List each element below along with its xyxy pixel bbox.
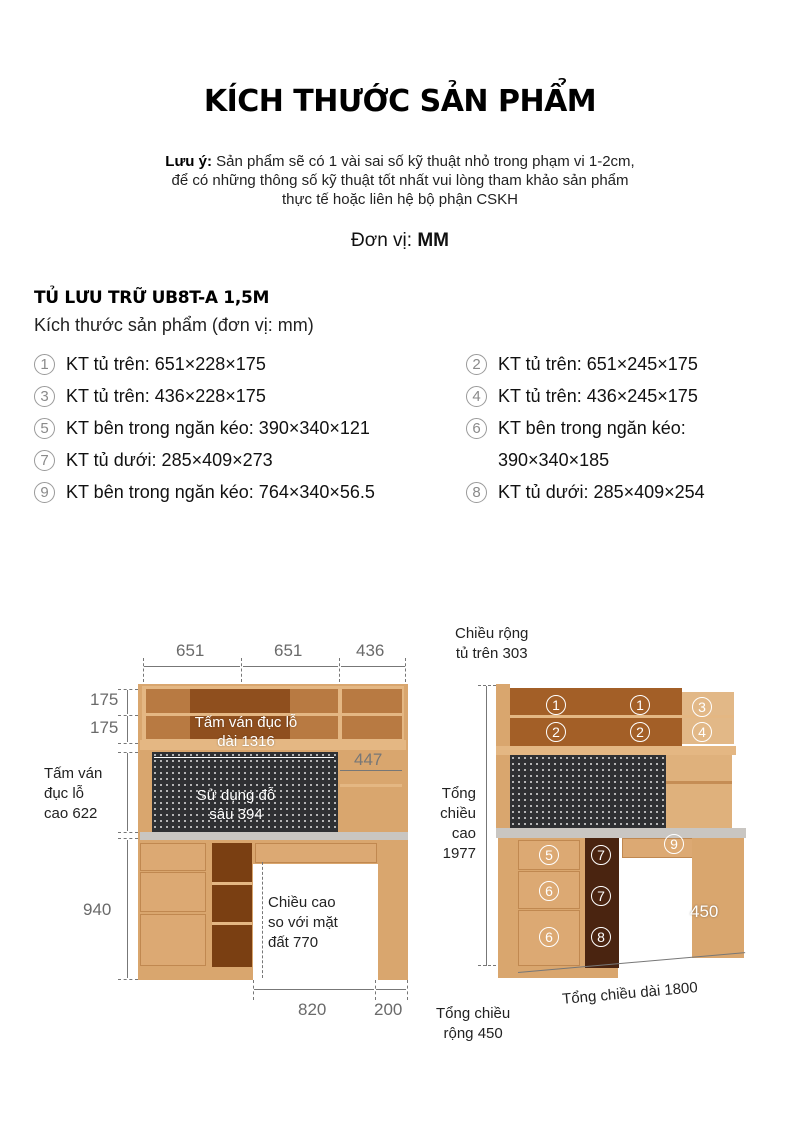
marker-9: 9 — [664, 834, 684, 854]
spec-item-continued: 390×340×185 — [498, 450, 610, 470]
marker-7: 7 — [591, 886, 611, 906]
dim-width-2: 651 — [274, 641, 303, 660]
number-circle-icon: 9 — [34, 482, 55, 503]
dimension-line — [341, 666, 405, 667]
disclaimer-note: Lưu ý: Sản phẩm sẽ có 1 vài sai số kỹ thuật nhỏ trong phạm vi 1-2cm, để có những thông số kỹ thuật tốt nhất vui lòng tham khảo sản phẩm thực tế hoặc liên hệ bộ phận CSKH — [165, 153, 635, 208]
marker-4: 4 — [692, 722, 712, 742]
number-circle-icon: 1 — [34, 354, 55, 375]
dimension-line — [243, 666, 338, 667]
pegboard-length-label: Tấm ván đục lỗ dài 1316 — [194, 714, 298, 750]
number-circle-icon: 3 — [34, 386, 55, 407]
spec-item: 4 KT tủ trên: 436×245×175 — [466, 386, 698, 407]
marker-6: 6 — [539, 927, 559, 947]
marker-1: 1 — [630, 695, 650, 715]
top-depth-label: Chiều rộng tủ trên 303 — [455, 625, 529, 662]
spec-item: 5 KT bên trong ngăn kéo: 390×340×121 — [34, 418, 370, 439]
marker-8: 8 — [591, 927, 611, 947]
product-name: TỦ LƯU TRỮ UB8T-A 1,5M — [34, 288, 270, 308]
number-circle-icon: 4 — [466, 386, 487, 407]
dim-shelf-height-1: 175 — [90, 690, 119, 709]
dim-lower-height: 940 — [83, 900, 112, 919]
total-depth-label: Tổng chiều rộng 450 — [436, 1005, 511, 1042]
dim-width-3: 436 — [356, 641, 385, 660]
number-circle-icon: 5 — [34, 418, 55, 439]
unit-value: MM — [417, 230, 449, 251]
product-subtitle: Kích thước sản phẩm (đơn vị: mm) — [34, 315, 314, 335]
pegboard-height-label: Tấm ván đục lỗ cao 622 — [44, 765, 103, 822]
dim-width-1: 651 — [176, 641, 205, 660]
spec-item: 7 KT tủ dưới: 285×409×273 — [34, 450, 273, 471]
number-circle-icon: 2 — [466, 354, 487, 375]
desk-drawer — [255, 843, 377, 863]
usable-depth-label: Sử dụng đỗ sâu 394 — [196, 787, 276, 823]
marker-2: 2 — [630, 722, 650, 742]
drawer — [140, 843, 206, 871]
drawer — [140, 872, 206, 912]
spec-item: 6 KT bên trong ngăn kéo: — [466, 418, 686, 439]
dim-right-depth: 447 — [354, 750, 383, 769]
spec-item: 3 KT tủ trên: 436×228×175 — [34, 386, 266, 407]
page-title: KÍCH THƯỚC SẢN PHẨM — [203, 84, 597, 119]
total-height-label: Tổng chiều cao 1977 — [440, 785, 476, 862]
drawer — [140, 914, 206, 966]
spec-item: 8 KT tủ dưới: 285×409×254 — [466, 482, 705, 503]
marker-2: 2 — [546, 722, 566, 742]
marker-6: 6 — [539, 881, 559, 901]
dim-shelf-height-2: 175 — [90, 718, 119, 737]
dimension-line — [144, 666, 240, 667]
leg-clearance-label: Chiều cao so với mặt đất 770 — [268, 894, 338, 951]
number-circle-icon: 7 — [34, 450, 55, 471]
marker-7: 7 — [591, 845, 611, 865]
number-circle-icon: 6 — [466, 418, 487, 439]
number-circle-icon: 8 — [466, 482, 487, 503]
dim-leg-depth: 450 — [690, 902, 719, 921]
spec-item: 1 KT tủ trên: 651×228×175 — [34, 354, 266, 375]
pegboard — [510, 755, 666, 831]
dim-leg-width: 200 — [374, 1000, 403, 1019]
marker-3: 3 — [692, 697, 712, 717]
dim-knee-width: 820 — [298, 1000, 327, 1019]
spec-item: 2 KT tủ trên: 651×245×175 — [466, 354, 698, 375]
marker-5: 5 — [539, 845, 559, 865]
total-length-label: Tổng chiều dài 1800 — [561, 979, 699, 1008]
unit-label: Đơn vị: MM — [351, 230, 449, 251]
spec-item: 9 KT bên trong ngăn kéo: 764×340×56.5 — [34, 482, 375, 503]
note-label: Lưu ý: — [165, 153, 212, 170]
marker-1: 1 — [546, 695, 566, 715]
